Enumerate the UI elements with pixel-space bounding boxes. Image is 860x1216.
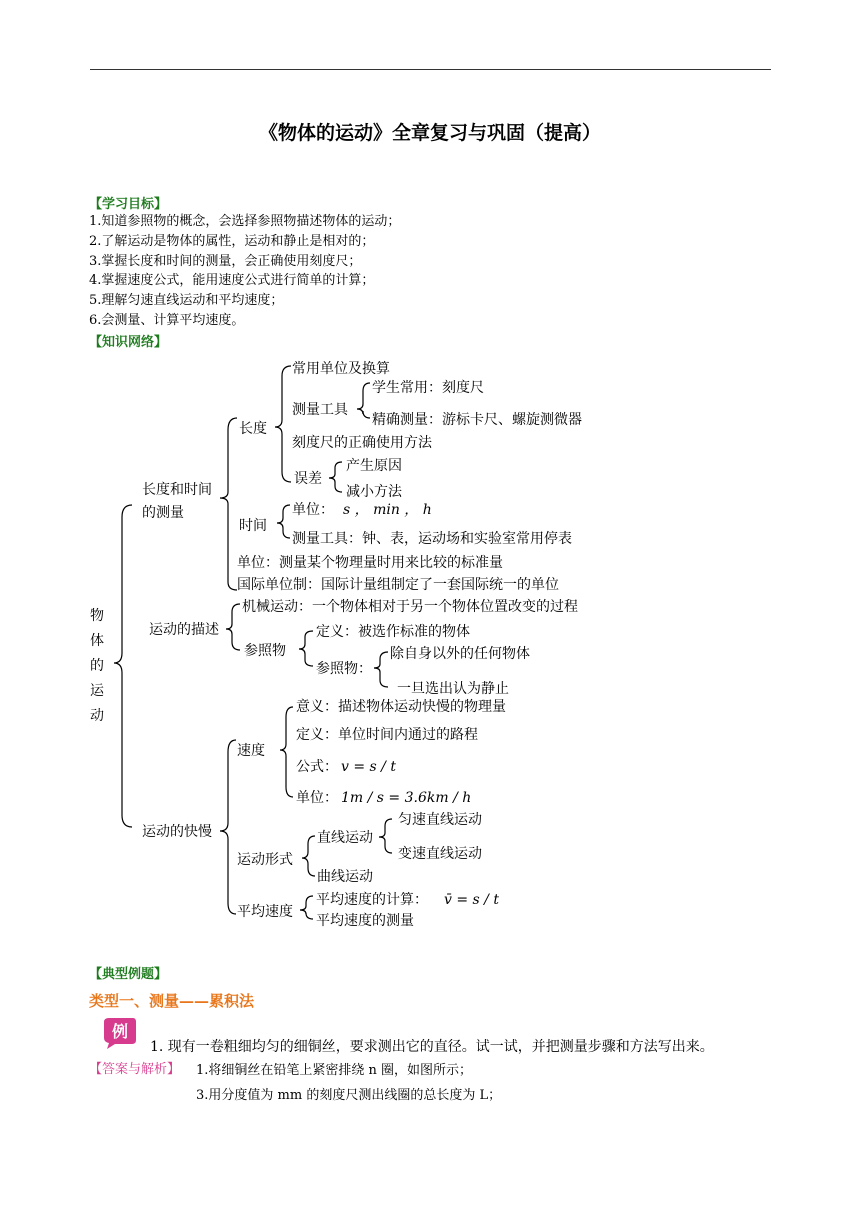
node-speed-formula-label: 公式： <box>296 759 338 775</box>
node-measure: 长度和时间 <box>142 482 212 498</box>
knowledge-map <box>0 350 860 940</box>
node-speed-def: 定义：单位时间内通过的路程 <box>296 727 478 743</box>
node-time-tools: 测量工具：钟、表，运动场和实验室常用停表 <box>292 531 572 547</box>
node-ruler-use: 刻度尺的正确使用方法 <box>292 435 432 451</box>
question-text: 1. 现有一卷粗细均匀的细铜丝，要求测出它的直径。试一试，并把测量步骤和方法写出来。 <box>150 1039 714 1055</box>
bracket-length <box>275 366 291 482</box>
node-tools: 测量工具 <box>292 402 348 418</box>
goal-item: 3.掌握长度和时间的测量，会正确使用刻度尺； <box>89 253 362 269</box>
bracket-tools <box>357 383 370 418</box>
map-root-char: 体 <box>90 633 104 649</box>
section-network-heading: 【知识网络】 <box>89 335 168 350</box>
answer-line: 3.用分度值为 mm 的刻度尺测出线圈的总长度为 L； <box>196 1088 502 1103</box>
node-avg-measure: 平均速度的测量 <box>316 913 414 929</box>
answer-line: 1.将细铜丝在铅笔上紧密排绕 n 圈，如图所示； <box>196 1063 473 1078</box>
node-ref-static: 一旦选出认为静止 <box>397 681 509 697</box>
node-unit-conv: 常用单位及换算 <box>292 361 390 377</box>
node-error-cause: 产生原因 <box>346 458 402 474</box>
node-length: 长度 <box>239 421 267 437</box>
badge-label: 例 <box>111 1022 129 1041</box>
goal-item: 2.了解运动是物体的属性，运动和静止是相对的； <box>89 233 375 249</box>
node-student-tool: 学生常用：刻度尺 <box>372 380 484 396</box>
node-avg-calc: 平均速度的计算： <box>316 892 428 908</box>
bracket-ref-sub <box>374 652 388 687</box>
bracket-avg <box>300 896 313 919</box>
node-straight: 直线运动 <box>317 830 373 846</box>
node-avg-formula: v̄ = s / t <box>444 892 499 908</box>
node-precise-tool: 精确测量：游标卡尺、螺旋测微器 <box>372 412 582 428</box>
node-ref-def: 定义：被选作标准的物体 <box>316 624 470 640</box>
node-uniform: 匀速直线运动 <box>398 812 482 828</box>
node-speed: 速度 <box>237 743 265 759</box>
node-motion-form: 运动形式 <box>237 852 293 868</box>
answer-label: 【答案与解析】 <box>89 1062 181 1077</box>
map-root-char: 的 <box>90 658 104 674</box>
goal-item: 6.会测量、计算平均速度。 <box>89 312 245 328</box>
bracket-speed-cat <box>220 740 236 914</box>
bracket-time <box>277 505 290 538</box>
goal-item: 1.知道参照物的概念，会选择参照物描述物体的运动； <box>89 214 401 229</box>
type1-heading: 类型一、测量——累积法 <box>89 992 255 1010</box>
bracket-error <box>329 462 342 492</box>
goal-item: 5.理解匀速直线运动和平均速度； <box>89 293 284 309</box>
map-root-char: 运 <box>90 683 104 699</box>
node-time: 时间 <box>239 518 267 534</box>
node-si: 国际单位制：国际计量组制定了一套国际统一的单位 <box>237 577 559 593</box>
node-variable: 变速直线运动 <box>398 846 482 862</box>
node-error: 误差 <box>294 471 322 487</box>
page-title: 《物体的运动》全章复习与巩固（提高） <box>258 122 601 144</box>
goal-item: 4.掌握速度公式，能用速度公式进行简单的计算； <box>89 273 375 289</box>
bracket-root <box>114 505 132 827</box>
map-root-char: 动 <box>90 708 104 724</box>
section-goals-heading: 【学习目标】 <box>89 197 168 212</box>
node-curve: 曲线运动 <box>317 869 373 885</box>
header-rule <box>90 69 771 70</box>
bracket-description <box>226 604 240 650</box>
node-ref: 参照物 <box>244 643 286 659</box>
bracket-form <box>302 836 315 876</box>
goals-list <box>89 212 400 331</box>
node-ref-sub: 参照物： <box>316 661 372 677</box>
bracket-speed <box>280 707 293 797</box>
node-speed-unit-label: 单位： <box>296 790 338 806</box>
node-avg: 平均速度 <box>237 904 293 920</box>
node-description: 运动的描述 <box>149 622 219 638</box>
node-speed-formula: v = s / t <box>341 759 396 775</box>
node-mech: 机械运动：一个物体相对于另一个物体位置改变的过程 <box>242 599 578 615</box>
bracket-ref <box>299 631 313 666</box>
bracket-measure <box>220 418 237 590</box>
node-error-reduce: 减小方法 <box>346 484 402 500</box>
section-examples-heading: 【典型例题】 <box>89 967 168 982</box>
node-speed-meaning: 意义：描述物体运动快慢的物理量 <box>296 699 506 715</box>
node-time-unit-label: 单位： <box>292 502 334 518</box>
node-measure: 的测量 <box>142 505 184 521</box>
example-badge-icon <box>103 1016 137 1050</box>
node-speed-unit: 1m / s = 3.6km / h <box>341 790 472 806</box>
bracket-straight <box>379 819 392 853</box>
node-speed-cat: 运动的快慢 <box>142 824 212 840</box>
node-ref-any: 除自身以外的任何物体 <box>390 646 530 662</box>
map-root-char: 物 <box>90 608 104 624</box>
node-unit-def: 单位：测量某个物理量时用来比较的标准量 <box>237 555 503 571</box>
node-time-units: s ， min ， h <box>343 502 432 518</box>
